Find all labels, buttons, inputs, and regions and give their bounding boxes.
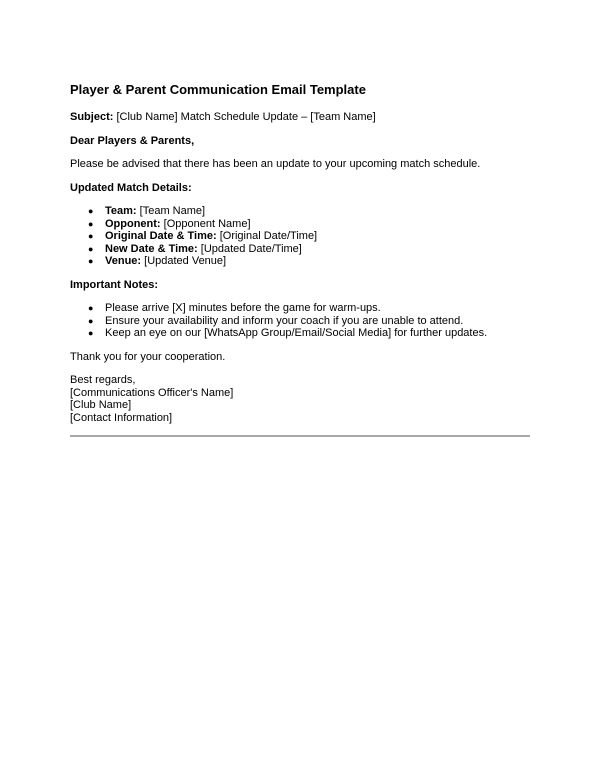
detail-label: Original Date & Time: (105, 230, 217, 242)
note-text: Ensure your availability and inform your coach if you are unable to attend. (105, 314, 464, 327)
bullet-icon: ● (88, 256, 94, 266)
note-text: Please arrive [X] minutes before the game for warm-ups. (105, 302, 381, 314)
important-notes-list (70, 302, 530, 340)
bullet-icon: ● (88, 231, 94, 241)
bullet-icon: ● (88, 315, 94, 326)
bullet-icon: ● (88, 206, 94, 216)
email-template-document (70, 82, 530, 437)
thanks-line: Thank you for your cooperation. (70, 350, 226, 363)
bullet-icon: ● (88, 328, 94, 338)
detail-value: [Original Date/Time] (216, 230, 318, 242)
signature-line: [Club Name] (70, 399, 132, 411)
detail-label: Venue: (105, 255, 142, 267)
intro-paragraph: Please be advised that there has been an update to your upcoming match schedule. (70, 158, 481, 170)
detail-value: [Updated Venue] (141, 255, 227, 267)
bullet-icon: ● (88, 303, 94, 313)
detail-label: Opponent: (105, 217, 161, 230)
greeting: Dear Players & Parents, (70, 134, 195, 147)
signature-line: [Communications Officer's Name] (70, 386, 234, 399)
detail-value: [Team Name] (136, 205, 206, 217)
subject-line (70, 111, 530, 124)
detail-value: [Updated Date/Time] (197, 242, 302, 255)
subject-label: Subject: (70, 111, 114, 123)
list-item (70, 230, 530, 243)
signature-line: [Contact Information] (70, 411, 173, 424)
match-details-list (70, 205, 530, 268)
note-text: Keep an eye on our [WhatsApp Group/Email/Social Media] for further updates. (105, 327, 488, 339)
details-heading: Updated Match Details: (70, 181, 192, 194)
bullet-icon: ● (88, 218, 94, 229)
bullet-icon: ● (88, 243, 94, 254)
horizontal-divider (70, 435, 530, 437)
document-title: Player & Parent Communication Email Template (70, 82, 366, 97)
list-item (70, 302, 530, 315)
closing-line: Best regards, (70, 374, 136, 386)
list-item (70, 218, 530, 231)
list-item (70, 327, 530, 340)
detail-label: New Date & Time: (105, 242, 198, 255)
list-item (70, 255, 530, 268)
detail-label: Team: (105, 205, 137, 217)
list-item (70, 243, 530, 256)
list-item (70, 315, 530, 328)
subject-value: [Club Name] Match Schedule Update – [Team Name] (113, 111, 376, 123)
list-item (70, 205, 530, 218)
detail-value: [Opponent Name] (160, 217, 251, 230)
signature-block (70, 374, 530, 424)
notes-heading: Important Notes: (70, 278, 158, 291)
